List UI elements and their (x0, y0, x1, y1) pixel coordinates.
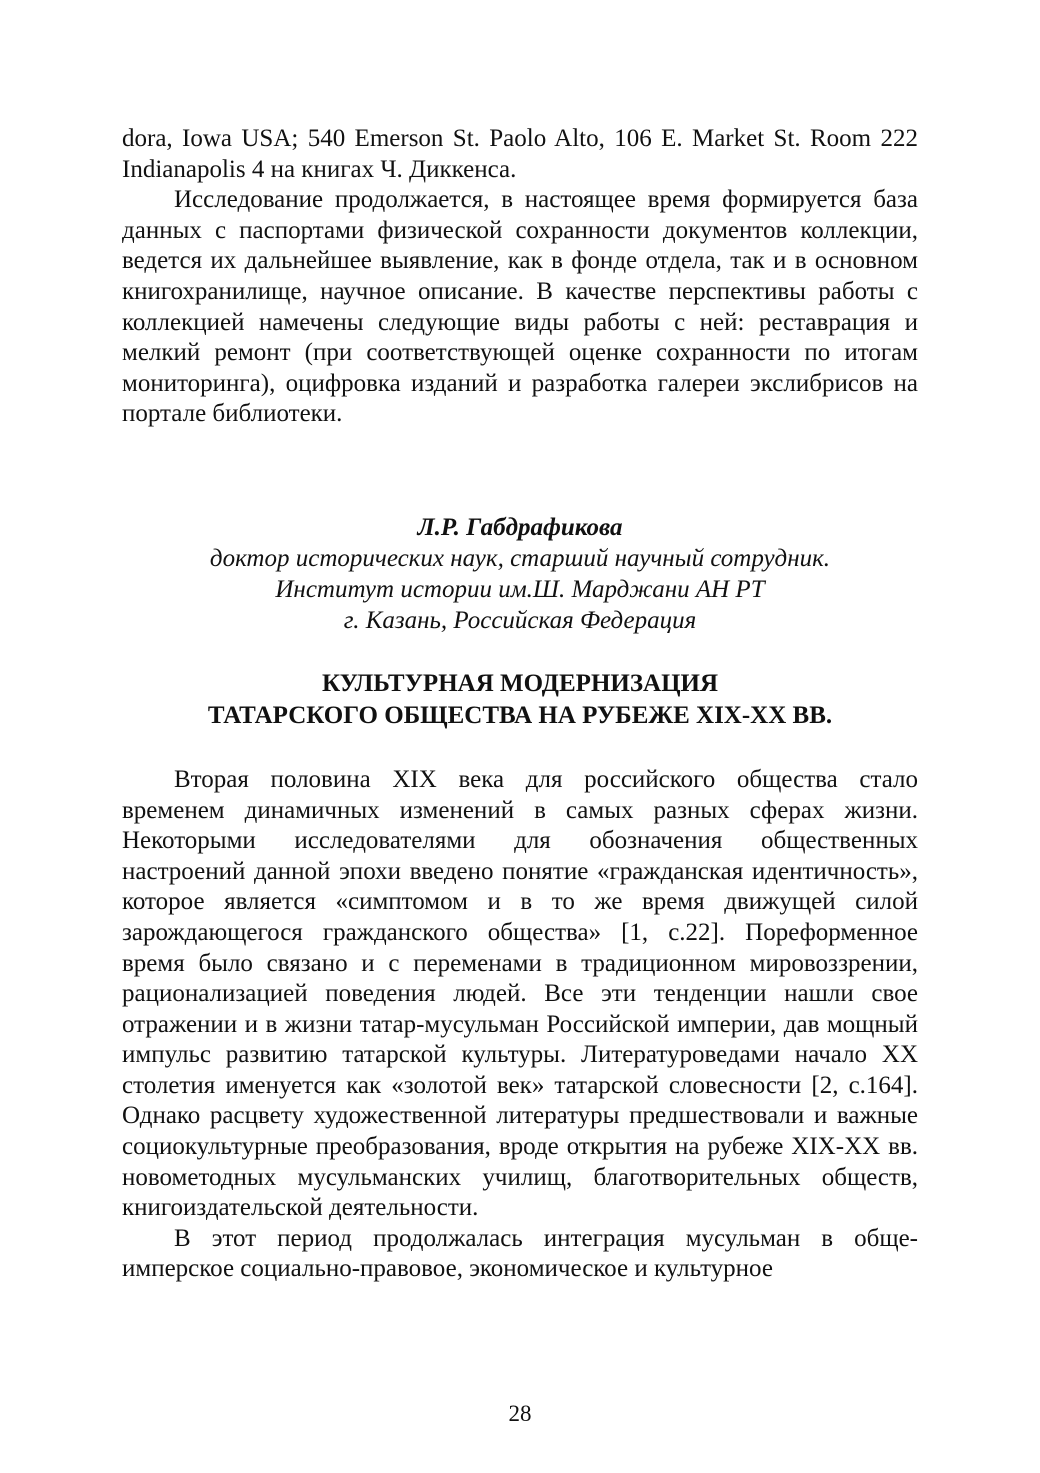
author-institution: Институт истории им.Ш. Марджани АН РТ (275, 575, 765, 603)
author-location: г. Казань, Российская Федерация (343, 606, 697, 634)
page-content (122, 124, 918, 1285)
page-number: 28 (508, 1401, 532, 1426)
author-name: Л.Р. Габдрафикова (417, 513, 623, 541)
author-block (122, 512, 918, 636)
intro-paragraph-1: dora, Iowa USA; 540 Emerson St. Paolo Alto, 106 E. Market St. Room 222 Indianapolis 4 на книгах Ч. Диккенса. (122, 125, 918, 183)
article-title-line-1: КУЛЬТУРНАЯ МОДЕРНИЗАЦИЯ (321, 669, 719, 697)
body-paragraph-1: Вторая половина XIX века для российского общества стало временем динамичных изменений в самых разных сферах жизни. Некоторыми исследователями для обозначения общественных настроений данной эпохи введено понятие «гражданская идентичность», которое является «симптомом и в то же время движущей силой зарождающегося гражданского общества» [1, с.22]. Пореформенное время было связано и с переменами в традиционном мировоззрении, рационализацией поведения людей. Все эти тенденции нашли свое отражении и в жизни татар-мусульман Российской империи, дав мощный импульс развитию татарской культуры. Литературоведами начало XX столетия именуется как «золотой век» татарской словесности [2, с.164]. Однако расцвету художественной литературы предшествовали и важные социокультурные преобразования, вроде открытия на рубеже XIX-XX вв. новометодных мусульманских училищ, благотворительных обществ, книгоиздательской деятельности. (122, 765, 918, 1222)
author-position: доктор исторических наук, старший научный сотрудник. (209, 544, 831, 572)
article-title (122, 668, 918, 732)
article-title-line-2: ТАТАРСКОГО ОБЩЕСТВА НА РУБЕЖЕ XIX-XX ВВ. (207, 701, 833, 729)
body-paragraph-2: В этот период продолжалась интеграция мусульман в общеимперское социально-правовое, экономическое и культурное (122, 1224, 918, 1283)
intro-paragraph-2: Исследование продолжается, в настоящее время формируется база данных с паспортами физической сохранности документов коллекции, ведется их дальнейшее выявление, как в фонде отдела, так и в основном книгохранилище, научное описание. В качестве перспективы работы с коллекцией намечены следующие виды работы с ней: реставрация и мелкий ремонт (при соответствующей оценке сохранности по итогам мониторинга), оцифровка изданий и разработка галереи экслибрисов на портале библиотеки. (122, 186, 918, 428)
